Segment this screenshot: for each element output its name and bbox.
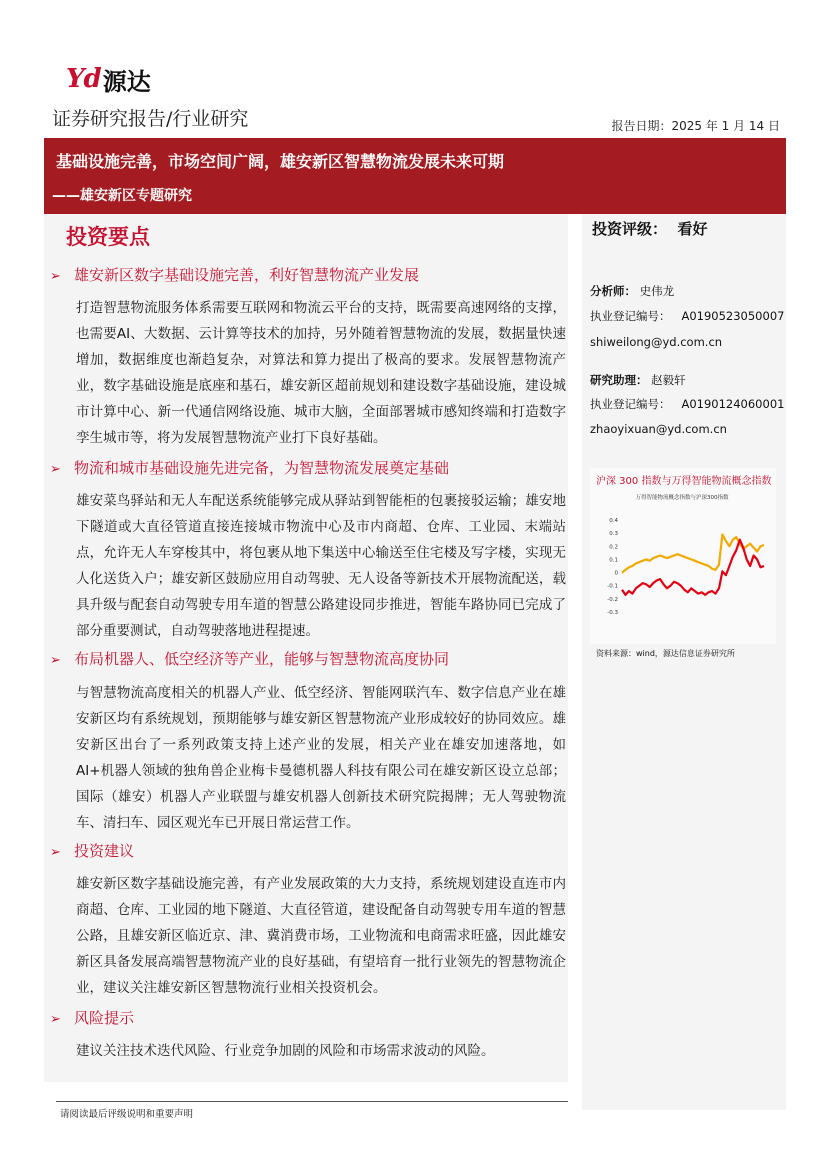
series-line — [622, 540, 764, 595]
section-heading — [50, 648, 449, 669]
analyst-reg-label: 执业登记编号： — [590, 309, 671, 323]
section-heading-text: 雄安新区数字基础设施完善，利好智慧物流产业发展 — [74, 266, 420, 284]
rating-label: 投资评级： — [592, 220, 668, 238]
analyst-line — [590, 283, 674, 299]
chart-source: 资料来源：wind，源达信息证券研究所 — [596, 649, 735, 658]
chart-inner-title: 万得智能物流概念指数与沪深300指数 — [635, 495, 729, 501]
section-heading-text: 风险提示 — [74, 1009, 135, 1027]
assistant-reg-label: 执业登记编号： — [590, 397, 671, 411]
y-tick-label: 0.1 — [609, 557, 618, 564]
series-line — [622, 535, 764, 573]
y-tick-label: -0.3 — [607, 610, 618, 616]
chart-series — [622, 535, 764, 595]
y-tick-label: 0.3 — [609, 531, 618, 538]
section-heading-text: 投资建议 — [74, 842, 135, 860]
analyst-reg-no: A0190523050007 — [681, 309, 785, 323]
logo-name: 源达 — [102, 67, 151, 96]
footer-divider — [56, 1101, 568, 1102]
analyst-email[interactable]: shiweilong@yd.com.cn — [590, 335, 723, 349]
y-tick-label: 0.4 — [609, 518, 618, 524]
y-axis — [607, 518, 618, 616]
points-heading: 投资要点 — [66, 225, 150, 249]
arrow-bullet-icon: ➢ — [50, 269, 61, 284]
report-date: 报告日期：2025 年 1 月 14 日 — [611, 119, 780, 133]
section-heading-text: 物流和城市基础设施先进完备，为智慧物流发展奠定基础 — [74, 459, 450, 477]
section-body: 雄安菜鸟驿站和无人车配送系统能够完成从驿站到智能柜的包裹接驳运输；雄安地下隧道或大直径管道直接连接城市物流中心及市内商超、仓库、工业园、末端站点，允许无人车穿梭其中，将包裹从地下集送中心输送至住宅楼及写字楼，实现无人化送货入户；雄安新区鼓励应用自动驾驶、无人设备等新技术开展物流配送，载具升级与配套自动驾驶专用车道的智慧公路建设同步推进，智能车路协同已完成了部分重要测试，自动驾驶落地进程提速。 — [76, 493, 566, 639]
section-body: 建议关注技术迭代风险、行业竞争加剧的风险和市场需求波动的风险。 — [76, 1043, 495, 1059]
assistant-reg-no: A0190124060001 — [681, 397, 785, 411]
index-comparison-chart — [592, 490, 772, 642]
report-type: 证券研究报告/行业研究 — [52, 108, 249, 130]
section-body: 与智慧物流高度相关的机器人产业、低空经济、智能网联汽车、数字信息产业在雄安新区均有系统规划，预期能够与雄安新区智慧物流产业形成较好的协同效应。雄安新区出台了一系列政策支持上述产业的发展，相关产业在雄安加速落地，如AI+机器人领域的独角兽企业梅卡曼德机器人科技有限公司在雄安新区设立总部；国际（雄安）机器人产业联盟与雄安机器人创新技术研究院揭牌；无人驾驶物流车、清扫车、园区观光车已开展日常运营工作。 — [76, 685, 566, 831]
y-tick-label: -0.1 — [607, 583, 618, 590]
y-tick-label: 0 — [614, 570, 618, 577]
rating-value: 看好 — [677, 220, 708, 238]
y-tick-label: -0.2 — [607, 596, 618, 603]
main-title: 基础设施完善，市场空间广阔，雄安新区智慧物流发展未来可期 — [56, 152, 505, 171]
disclaimer-note[interactable]: 请阅读最后评级说明和重要声明 — [60, 1109, 194, 1120]
investment-rating — [592, 218, 707, 239]
chart-heading: 沪深 300 指数与万得智能物流概念指数 — [596, 476, 772, 487]
section-heading — [50, 264, 419, 285]
section-heading — [50, 840, 134, 861]
assistant-reg-line — [590, 396, 784, 412]
arrow-bullet-icon: ➢ — [50, 1012, 61, 1027]
y-tick-label: 0.2 — [609, 544, 618, 551]
assistant-line — [590, 372, 686, 388]
analyst-name: 史伟龙 — [639, 284, 675, 298]
section-body: 雄安新区数字基础设施完善，有产业发展政策的大力支持，系统规划建设直连市内商超、仓库、工业园的地下隧道、大直径管道，建设配备自动驾驶专用车道的智慧公路，且雄安新区临近京、津、冀消费市场，工业物流和电商需求旺盛，因此雄安新区具备发展高端智慧物流产业的良好基础，有望培育一批行业领先的智慧物流企业，建议关注雄安新区智慧物流行业相关投资机会。 — [76, 876, 566, 996]
arrow-bullet-icon: ➢ — [50, 653, 61, 668]
assistant-label: 研究助理： — [590, 373, 648, 387]
sub-title: ——雄安新区专题研究 — [52, 188, 192, 204]
company-logo — [66, 64, 151, 94]
logo-mark: Yd — [66, 64, 101, 94]
section-heading — [50, 1007, 134, 1028]
assistant-email[interactable]: zhaoyixuan@yd.com.cn — [590, 422, 727, 436]
assistant-name: 赵毅轩 — [651, 373, 686, 387]
section-heading-text: 布局机器人、低空经济等产业，能够与智慧物流高度协同 — [74, 650, 450, 668]
section-body: 打造智慧物流服务体系需要互联网和物流云平台的支持，既需要高速网络的支撑，也需要AI、大数据、云计算等技术的加持，另外随着智慧物流的发展，数据量快速增加，数据维度也渐趋复杂，对算法和算力提出了极高的要求。发展智慧物流产业，数字基础设施是底座和基石，雄安新区超前规划和建设数字基础设施，建设城市计算中心、新一代通信网络设施、城市大脑，全面部署城市感知终端和打造数字孪生城市等，将为发展智慧物流产业打下良好基础。 — [76, 300, 566, 446]
arrow-bullet-icon: ➢ — [50, 845, 61, 860]
analyst-label: 分析师： — [590, 284, 636, 298]
section-heading — [50, 457, 449, 478]
arrow-bullet-icon: ➢ — [50, 462, 61, 477]
analyst-reg-line — [590, 308, 784, 324]
